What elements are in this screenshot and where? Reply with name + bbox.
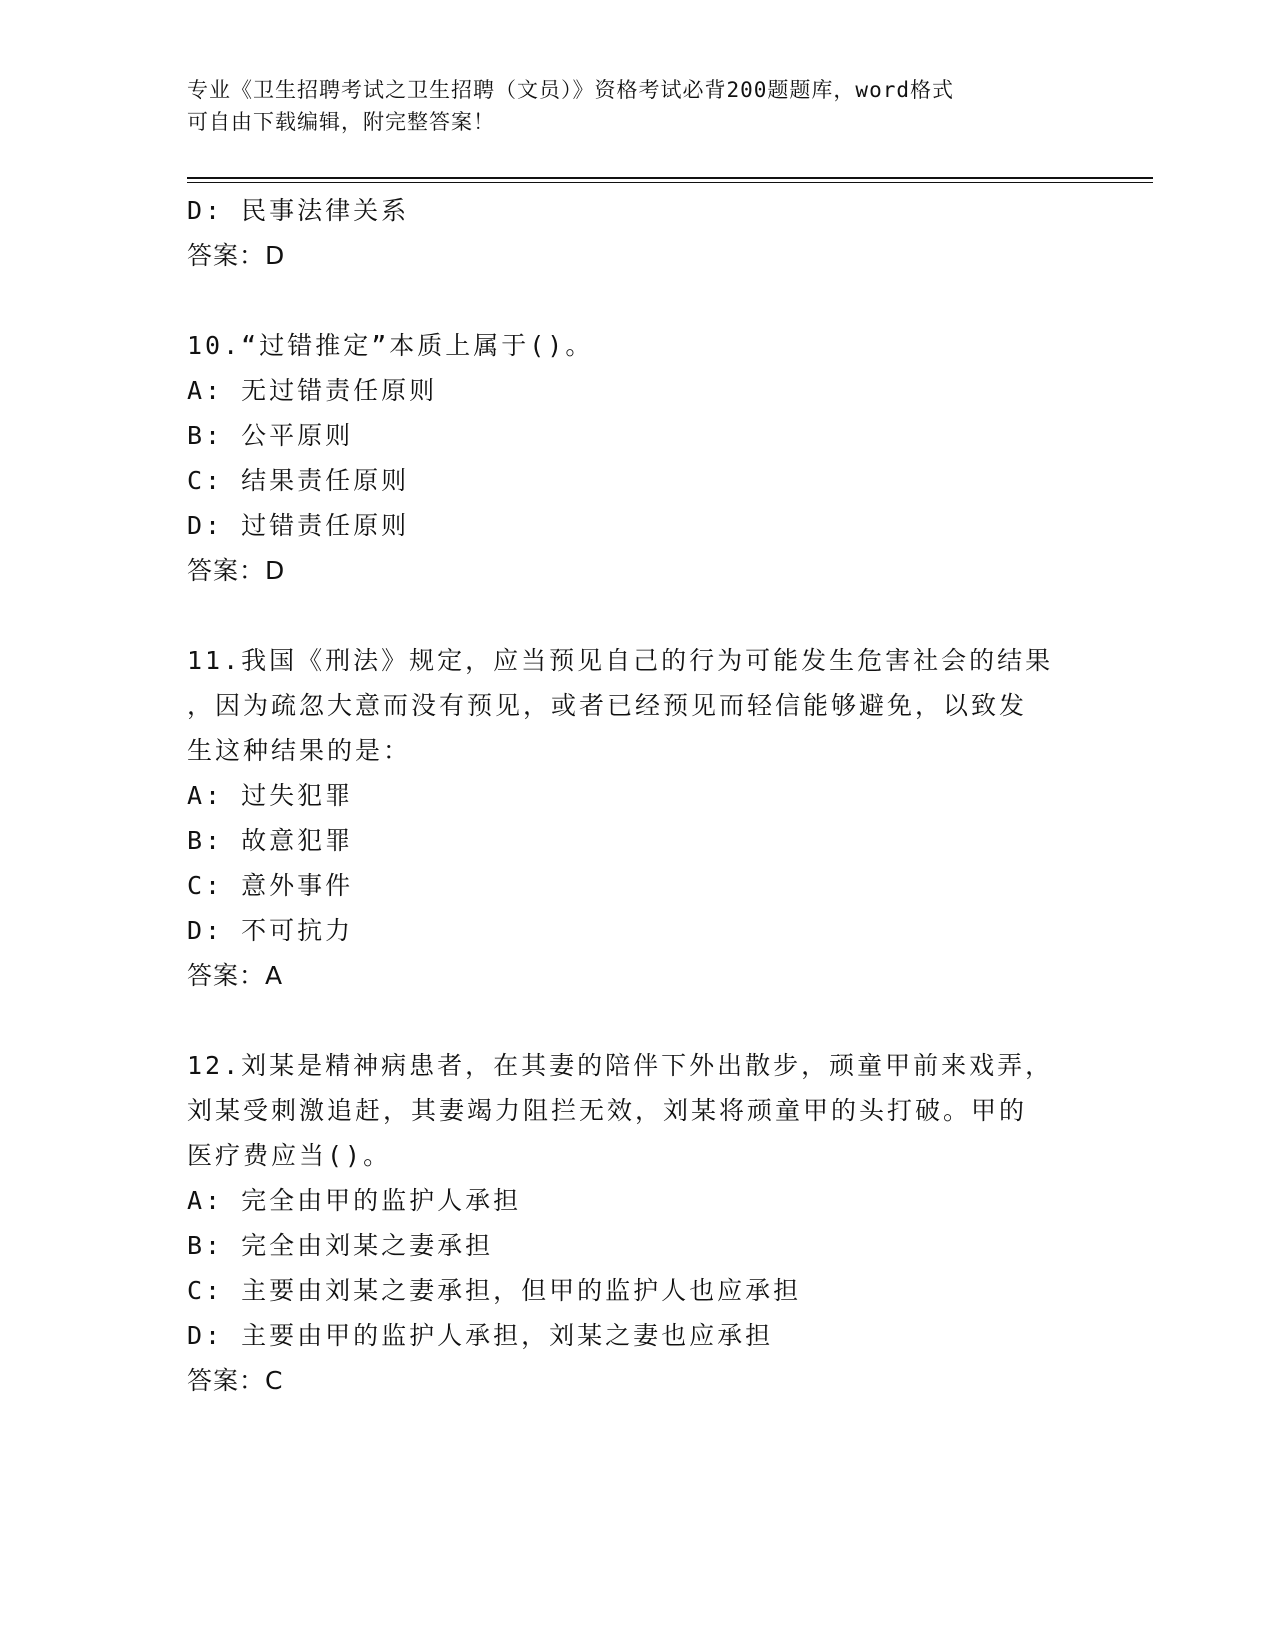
option-d: D: 不可抗力: [187, 916, 354, 945]
option-a: A: 完全由甲的监护人承担: [187, 1186, 522, 1215]
option-b: B: 公平原则: [187, 421, 354, 450]
prev-question-option-d: D: 民事法律关系: [187, 196, 410, 225]
option-c: C: 主要由刘某之妻承担，但甲的监护人也应承担: [187, 1276, 802, 1305]
option-b: B: 完全由刘某之妻承担: [187, 1231, 494, 1260]
question-content: [187, 188, 1087, 1403]
document-header: [187, 74, 1087, 138]
question-text-line: 医疗费应当()。: [187, 1141, 392, 1170]
option-c: C: 意外事件: [187, 871, 354, 900]
question-11: [187, 638, 1087, 998]
question-text-line: 11.我国《刑法》规定，应当预见自己的行为可能发生危害社会的结果: [187, 646, 1054, 675]
question-text-line: 刘某受刺激追赶，其妻竭力阻拦无效，刘某将顽童甲的头打破。甲的: [187, 1096, 1028, 1125]
question-12: [187, 1043, 1087, 1403]
question-text-line: 12.刘某是精神病患者，在其妻的陪伴下外出散步，顽童甲前来戏弄，: [187, 1051, 1054, 1080]
answer: 答案：C: [187, 1366, 284, 1395]
header-line-2: 可自由下载编辑，附完整答案！: [187, 110, 495, 134]
header-divider-thin: [187, 182, 1153, 183]
option-b: B: 故意犯罪: [187, 826, 354, 855]
question-text-line: 生这种结果的是：: [187, 736, 412, 765]
question-10: [187, 323, 1087, 593]
answer: 答案：D: [187, 556, 286, 585]
option-a: A: 无过错责任原则: [187, 376, 438, 405]
answer: 答案：A: [187, 961, 284, 990]
option-d: D: 主要由甲的监护人承担，刘某之妻也应承担: [187, 1321, 774, 1350]
option-a: A: 过失犯罪: [187, 781, 354, 810]
header-line-1: 专业《卫生招聘考试之卫生招聘（文员）》资格考试必背200题题库，word格式: [187, 78, 954, 102]
question-text-line: ，因为疏忽大意而没有预见，或者已经预见而轻信能够避免，以致发: [187, 691, 1028, 720]
question-text-line: 10.“过错推定”本质上属于()。: [187, 331, 594, 360]
header-divider-thick: [187, 177, 1153, 179]
prev-question-answer: 答案：D: [187, 241, 286, 270]
option-c: C: 结果责任原则: [187, 466, 410, 495]
option-d: D: 过错责任原则: [187, 511, 410, 540]
